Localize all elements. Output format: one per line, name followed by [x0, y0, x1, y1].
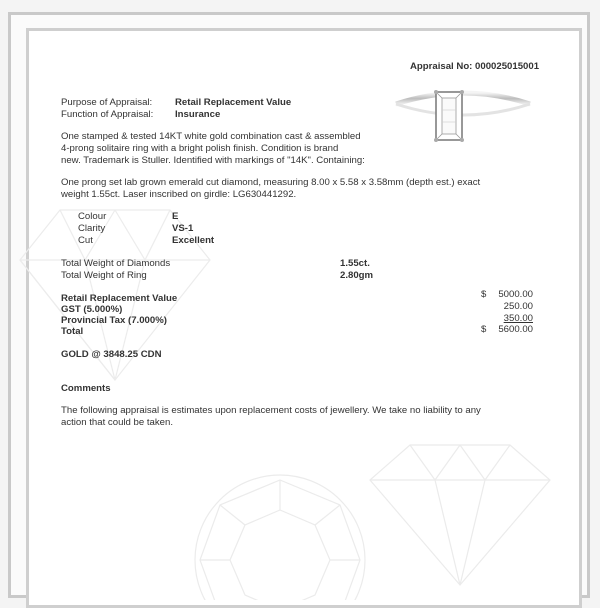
grade-value-clarity: VS-1	[172, 223, 194, 234]
cost-value-provincial: 350.00	[503, 313, 533, 324]
weight-label-diamonds: Total Weight of Diamonds	[61, 258, 171, 269]
grade-label-cut: Cut	[78, 235, 93, 246]
description-line: new. Trademark is Stuller. Identified with markings of "14K". Containing:	[61, 155, 365, 166]
grade-label-colour: Colour	[78, 211, 107, 222]
cost-value-total: 5600.00	[498, 324, 533, 335]
weight-value-diamonds: 1.55ct.	[340, 258, 370, 269]
comments-heading: Comments	[61, 383, 111, 394]
grade-value-colour: E	[172, 211, 179, 222]
purpose-value: Retail Replacement Value	[175, 97, 292, 108]
grade-value-cut: Excellent	[172, 235, 215, 246]
comments-line: The following appraisal is estimates upon replacement costs of jewellery. We take no liability to any	[61, 405, 481, 416]
cost-label-retail: Retail Replacement Value	[61, 293, 178, 304]
currency-symbol: $	[481, 289, 487, 300]
cost-label-provincial: Provincial Tax (7.000%)	[61, 315, 167, 326]
cost-label-gst: GST (5.000%)	[61, 304, 123, 315]
diamond-description-line: One prong set lab grown emerald cut diamond, measuring 8.00 x 5.58 x 3.58mm (depth est.) exact	[61, 177, 481, 188]
weight-value-ring: 2.80gm	[340, 270, 374, 281]
comments-line: action that could be taken.	[61, 417, 174, 428]
appraisal-number: Appraisal No: 000025015001	[410, 61, 540, 72]
cost-value-gst: 250.00	[503, 301, 533, 312]
cost-label-total: Total	[61, 326, 84, 337]
description-line: 4-prong solitaire ring with a bright polish finish. Condition is brand	[61, 143, 339, 154]
function-label: Function of Appraisal:	[61, 109, 154, 120]
diamond-description-line: weight 1.55ct. Laser inscribed on girdle: LG630441292.	[61, 189, 297, 200]
grade-label-clarity: Clarity	[78, 223, 106, 234]
gold-price: GOLD @ 3848.25 CDN	[61, 349, 162, 360]
function-value: Insurance	[175, 109, 221, 120]
weight-label-ring: Total Weight of Ring	[61, 270, 147, 281]
purpose-label: Purpose of Appraisal:	[61, 97, 153, 108]
cost-value-retail: 5000.00	[498, 289, 533, 300]
description-line: One stamped & tested 14KT white gold combination cast & assembled	[61, 131, 361, 142]
currency-symbol: $	[481, 324, 487, 335]
